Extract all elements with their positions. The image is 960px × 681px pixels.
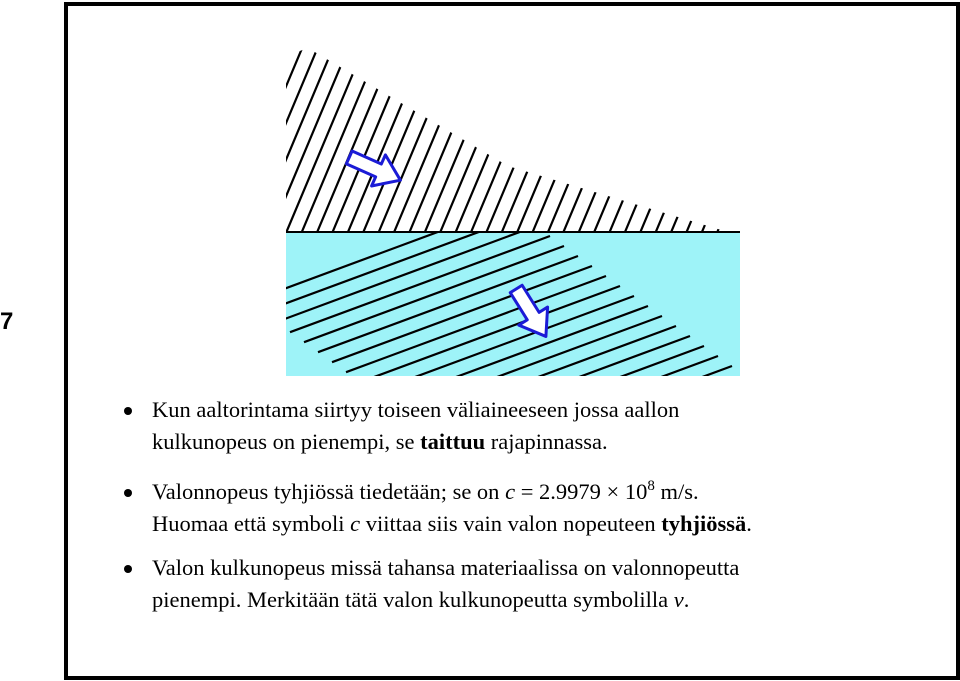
bullet-text: Valon kulkunopeus missä tahansa materiaalissa on valonnopeutta bbox=[152, 555, 740, 580]
bullet-list bbox=[122, 394, 942, 634]
bold-term: taittuu bbox=[420, 429, 486, 454]
bold-term: tyhjiössä bbox=[661, 511, 747, 536]
math-symbol: v bbox=[673, 587, 684, 612]
wavefront-line bbox=[199, 26, 296, 256]
bullet-text: rajapinnassa. bbox=[485, 429, 608, 454]
wavefront-line bbox=[486, 376, 746, 386]
refraction-figure bbox=[68, 6, 956, 386]
bullet-text: . bbox=[683, 587, 690, 612]
bullet-text: Kun aaltorintama siirtyy toiseen väliaineeseen jossa aallon bbox=[152, 397, 680, 422]
wavefront-line bbox=[226, 35, 323, 265]
exponent: 8 bbox=[647, 478, 655, 494]
slide-frame bbox=[64, 2, 960, 680]
math-expression: = 2.9979 × 10 bbox=[515, 479, 648, 504]
bullet-text: Huomaa että symboli bbox=[152, 511, 351, 536]
bullet-text: viittaa siis vain valon nopeuteen bbox=[360, 511, 662, 536]
list-item bbox=[122, 394, 942, 458]
math-symbol: c bbox=[350, 511, 361, 536]
list-item bbox=[122, 552, 942, 616]
unit-text: m/s. bbox=[654, 479, 699, 504]
bullet-text: Valonnopeus tyhjiössä tiedetään; se on bbox=[152, 479, 506, 504]
list-item bbox=[122, 476, 942, 540]
bullet-dot bbox=[124, 565, 132, 573]
bullet-text: pienempi. Merkitään tätä valon kulkunopeutta symbolilla bbox=[152, 587, 674, 612]
page-number: 7 bbox=[0, 308, 14, 335]
bullet-dot bbox=[124, 407, 132, 415]
bullet-dot bbox=[124, 489, 132, 497]
bullet-text: . bbox=[746, 511, 752, 536]
wavefront-line bbox=[213, 31, 310, 261]
math-symbol: c bbox=[505, 479, 516, 504]
bullet-text: kulkunopeus on pienempi, se bbox=[152, 429, 421, 454]
